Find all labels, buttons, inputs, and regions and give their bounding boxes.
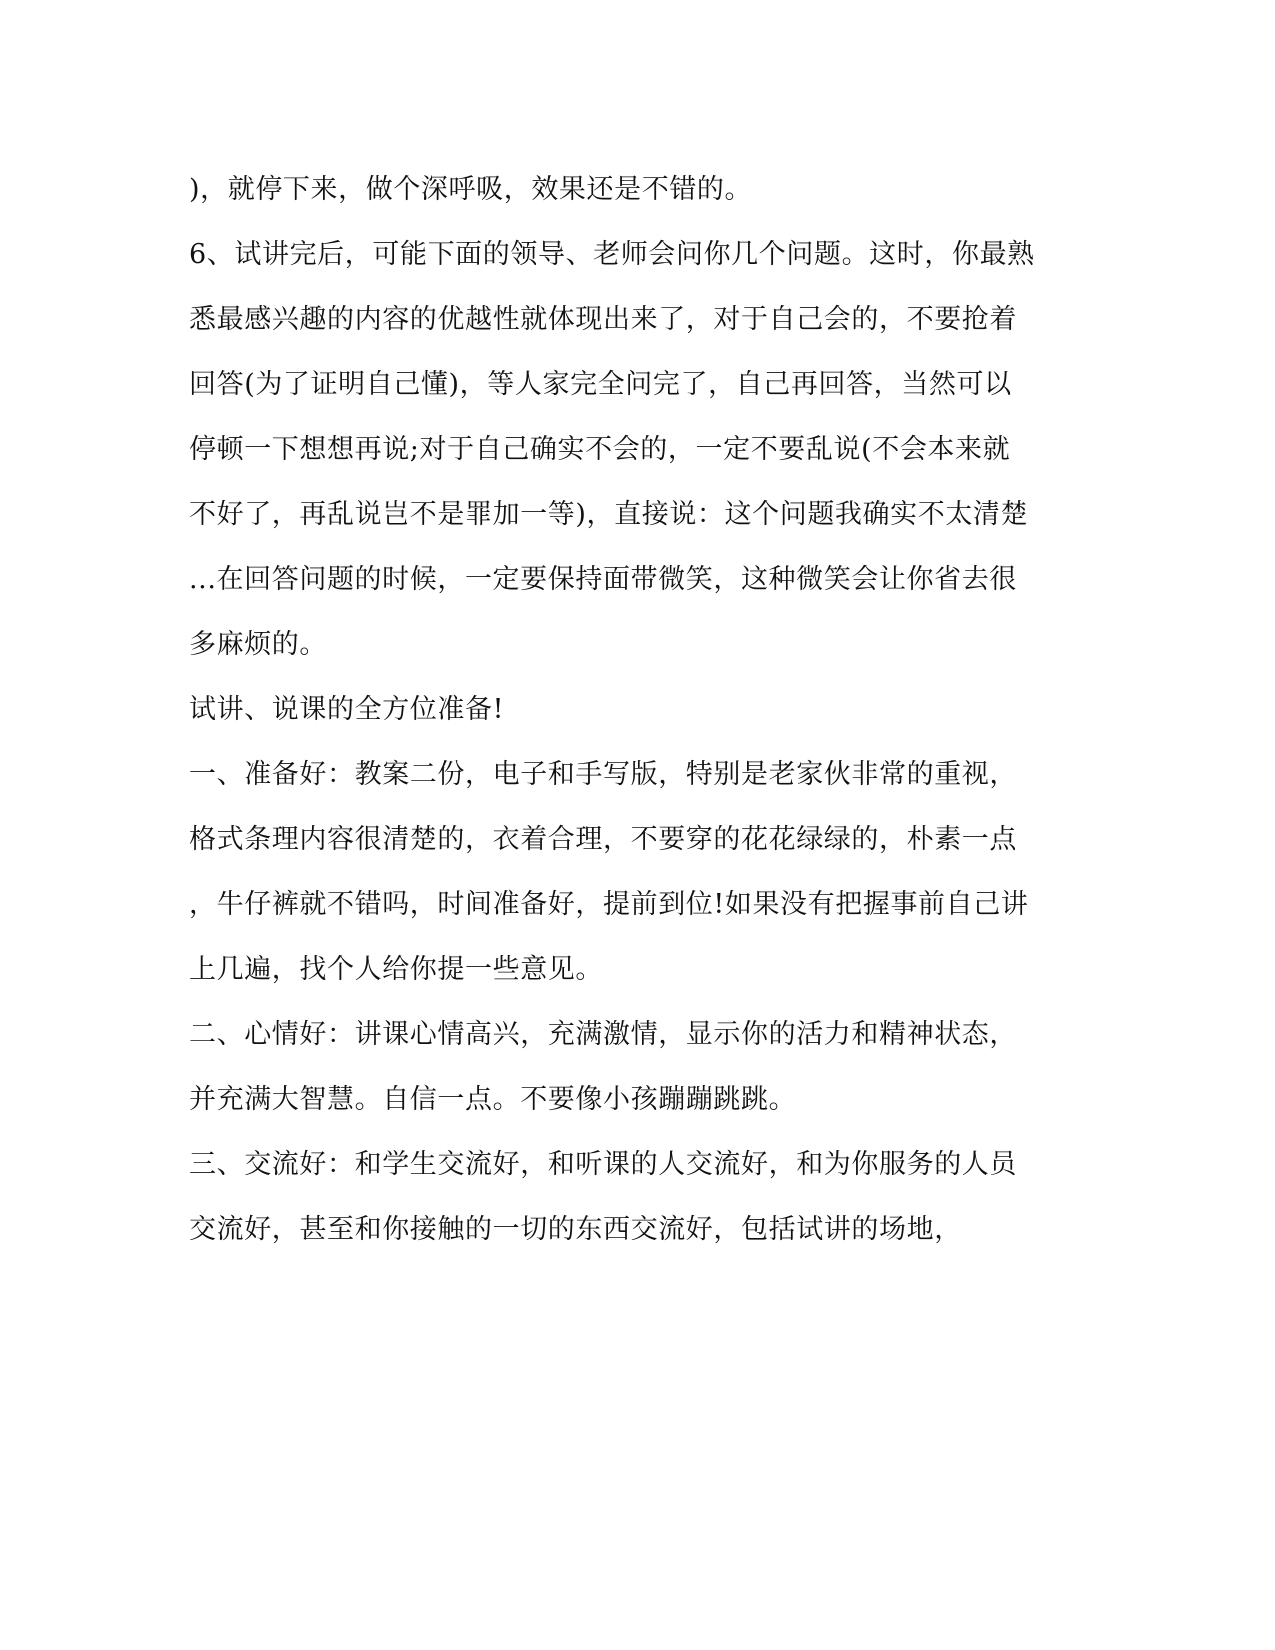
text-line: 并充满大智慧。自信一点。不要像小孩蹦蹦跳跳。 [189, 1084, 797, 1115]
text-line: 格式条理内容很清楚的，衣着合理，不要穿的花花绿绿的，朴素一点 [189, 824, 1017, 855]
text-line: 6、试讲完后，可能下面的领导、老师会问你几个问题。这时，你最熟 [189, 239, 1035, 270]
section-heading: 试讲、说课的全方位准备! [189, 694, 505, 725]
text-line: 回答(为了证明自己懂)，等人家完全问完了，自己再回答，当然可以 [189, 369, 1012, 400]
text-line: 悉最感兴趣的内容的优越性就体现出来了，对于自己会的，不要抢着 [189, 304, 1017, 335]
text-line: 一、准备好：教案二份，电子和手写版，特别是老家伙非常的重视， [189, 759, 1017, 790]
text-line: 多麻烦的。 [189, 629, 327, 660]
text-line: 交流好，甚至和你接触的一切的东西交流好，包括试讲的场地， [189, 1214, 962, 1245]
text-line: ...在回答问题的时候，一定要保持面带微笑，这种微笑会让你省去很 [189, 564, 1017, 595]
text-line: 上几遍，找个人给你提一些意见。 [189, 954, 603, 985]
body-text [189, 157, 1089, 1262]
text-line: ，牛仔裤就不错吗，时间准备好，提前到位!如果没有把握事前自己讲 [189, 889, 1029, 920]
text-line: 二、心情好：讲课心情高兴，充满激情，显示你的活力和精神状态， [189, 1019, 1017, 1050]
text-line: 不好了，再乱说岂不是罪加一等)，直接说：这个问题我确实不太清楚 [189, 499, 1029, 530]
text-line: 三、交流好：和学生交流好，和听课的人交流好，和为你服务的人员 [189, 1149, 1017, 1180]
text-line: )，就停下来，做个深呼吸，效果还是不错的。 [189, 174, 753, 205]
text-line: 停顿一下想想再说;对于自己确实不会的，一定不要乱说(不会本来就 [189, 434, 1011, 465]
